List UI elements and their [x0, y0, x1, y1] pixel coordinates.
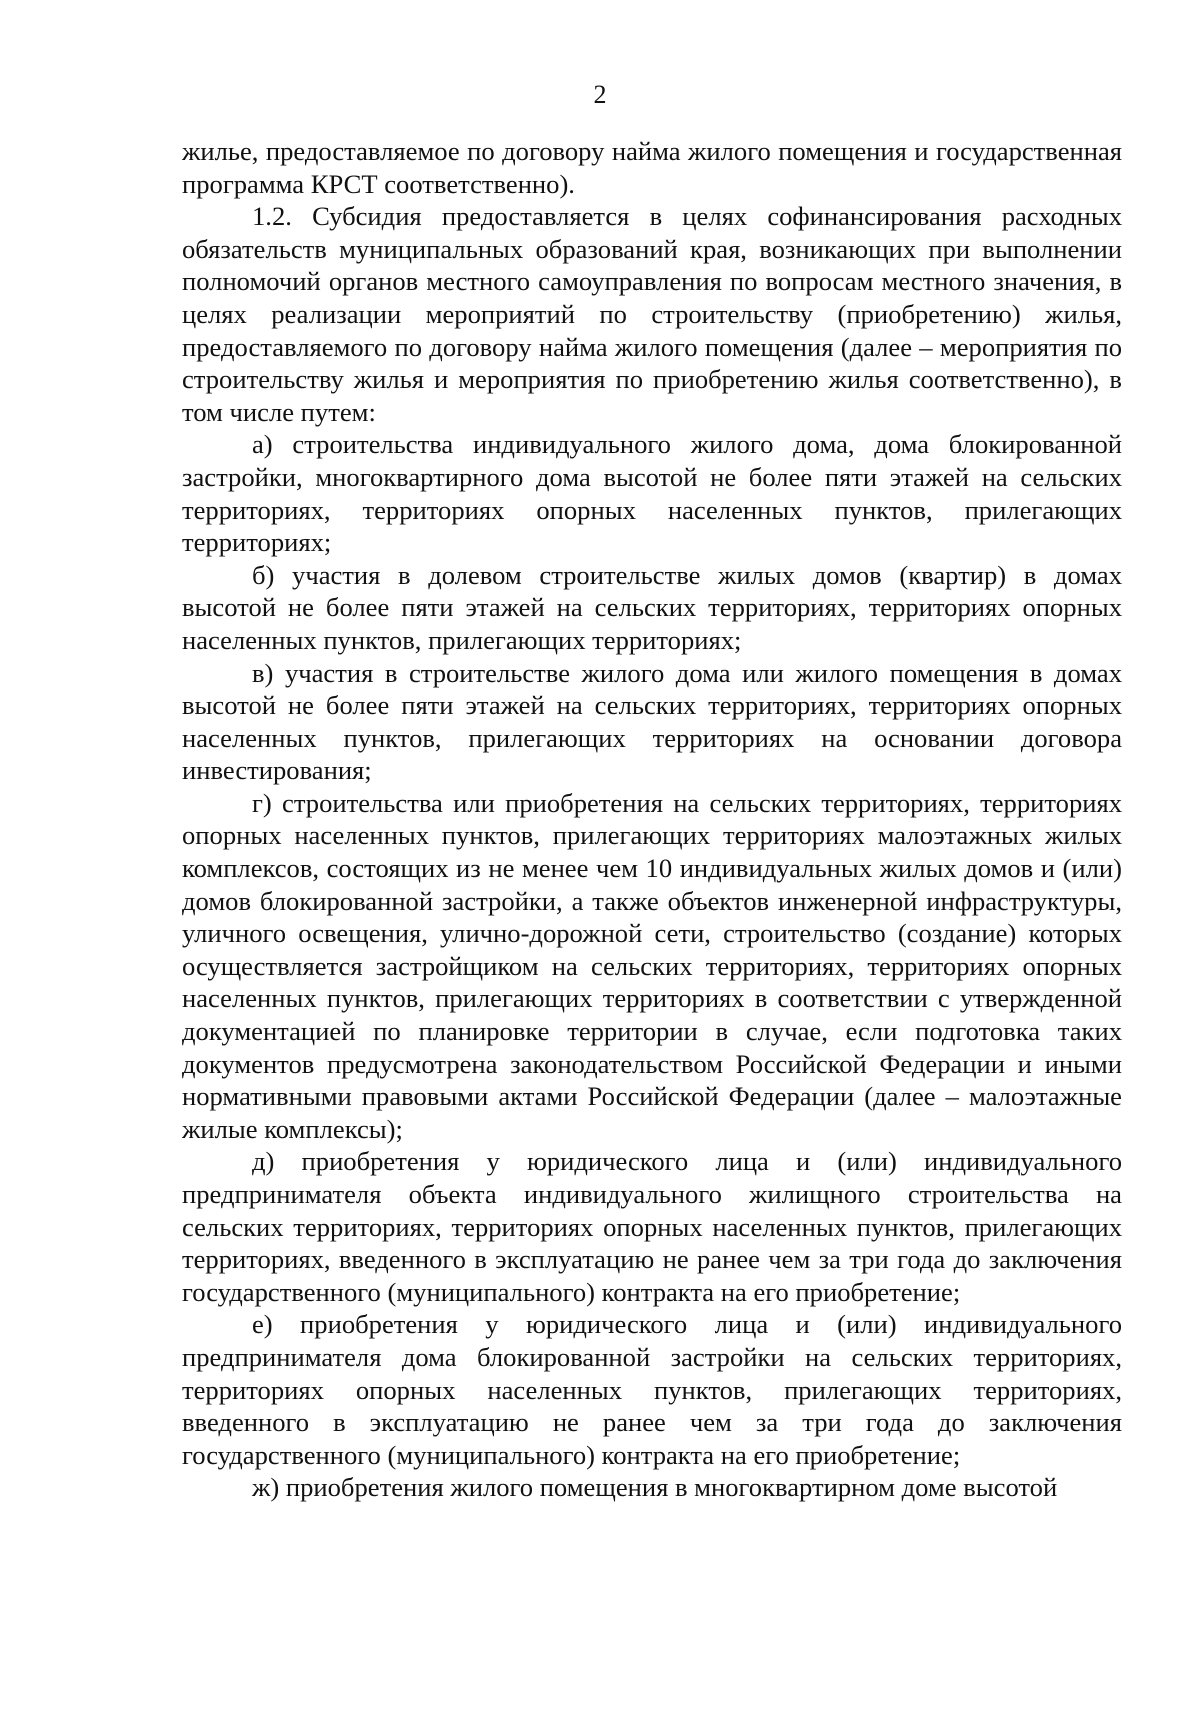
paragraph-item-e: е) приобретения у юридического лица и (или) индивидуального предпринимателя дома блокированной застройки на сельских территориях, территориях опорных населенных пунктов, прилегающих территориях, введенного в эксплуатацию не ранее чем за три года до заключения государственного (муниципального) контракта на его приобретение; — [182, 1309, 1122, 1470]
paragraph-item-zh: ж) приобретения жилого помещения в многоквартирном доме высотой — [252, 1472, 1058, 1503]
paragraph-item-d: д) приобретения у юридического лица и (или) индивидуального предпринимателя объекта индивидуального жилищного строительства на сельских территориях, территориях опорных населенных пунктов, прилегающих территориях, введенного в эксплуатацию не ранее чем за три года до заключения государственного (муниципального) контракта на его приобретение; — [182, 1146, 1122, 1307]
paragraph-1-2: 1.2. Субсидия предоставляется в целях софинансирования расходных обязательств муниципальных образований края, возникающих при выполнении полномочий органов местного самоуправления по вопросам местного значения, в целях реализации мероприятий по строительству (приобретению) жилья, предоставляемого по договору найма жилого помещения (далее – мероприятия по строительству жилья и мероприятия по приобретению жилья соответственно), в том числе путем: — [182, 201, 1122, 427]
paragraph-item-g: г) строительства или приобретения на сельских территориях, территориях опорных населенных пунктов, прилегающих территориях малоэтажных жилых комплексов, состоящих из не менее чем 10 индивидуальных жилых домов и (или) домов блокированной застройки, а также объектов инженерной инфраструктуры, уличного освещения, улично-дорожной сети, строительство (создание) которых осуществляется застройщиком на сельских территориях, территориях опорных населенных пунктов, прилегающих территориях в соответствии с утвержденной документацией по планировке территории в случае, если подготовка таких документов предусмотрена законодательством Российской Федерации и иными нормативными правовыми актами Российской Федерации (далее – малоэтажные жилые комплексы); — [182, 787, 1122, 1144]
document-body — [182, 135, 1122, 1504]
page-number: 2 — [593, 80, 607, 109]
paragraph-item-v: в) участия в строительстве жилого дома или жилого помещения в домах высотой не более пяти этажей на сельских территориях, территориях опорных населенных пунктов, прилегающих территориях на основании договора инвестирования; — [182, 657, 1122, 786]
paragraph-continuation: жилье, предоставляемое по договору найма жилого помещения и государственная программа КРСТ соответственно). — [182, 136, 1122, 199]
paragraph-item-b: б) участия в долевом строительстве жилых домов (квартир) в домах высотой не более пяти этажей на сельских территориях, территориях опорных населенных пунктов, прилегающих территориях; — [182, 559, 1122, 655]
paragraph-item-a: а) строительства индивидуального жилого дома, дома блокированной застройки, многоквартирного дома высотой не более пяти этажей на сельских территориях, территориях опорных населенных пунктов, прилегающих территориях; — [182, 429, 1122, 558]
